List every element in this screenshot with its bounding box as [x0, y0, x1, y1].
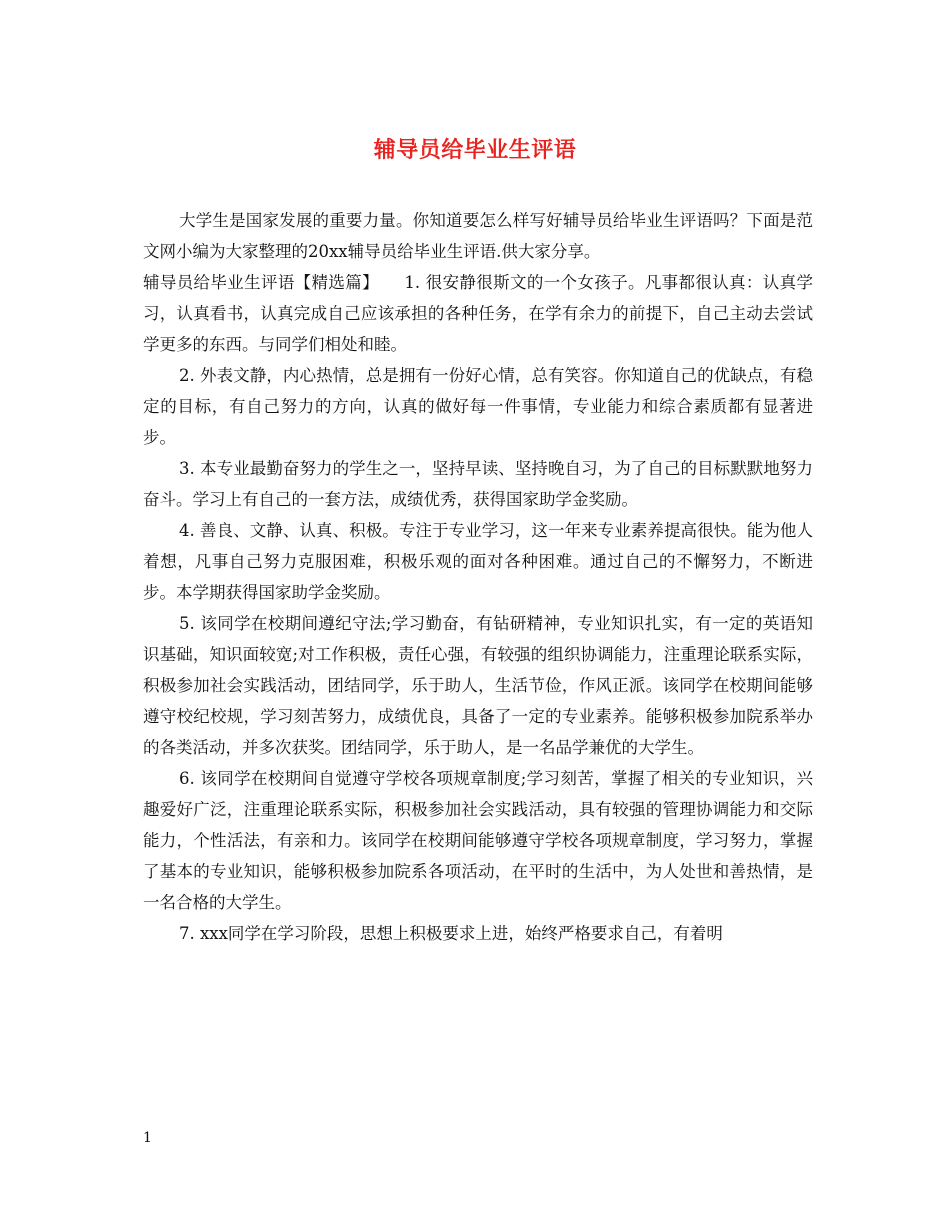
comment-item-5: 5. 该同学在校期间遵纪守法;学习勤奋，有钻研精神，专业知识扎实，有一定的英语知识基础，知识面较宽;对工作积极，责任心强，有较强的组织协调能力，注重理论联系实际，积极参加社会实践活动，团结同学，乐于助人，生活节俭，作风正派。该同学在校期间能够遵守校纪校规，学习刻苦努力，成绩优良，具备了一定的专业素养。能够积极参加院系举办的各类活动，并多次获奖。团结同学，乐于助人，是一名品学兼优的大学生。: [143, 614, 813, 757]
comment-item-2: 2. 外表文静，内心热情，总是拥有一份好心情，总有笑容。你知道自己的优缺点，有稳定的目标，有自己努力的方向，认真的做好每一件事情，专业能力和综合素质都有显著进步。: [143, 366, 813, 447]
intro-paragraph: 大学生是国家发展的重要力量。你知道要怎么样写好辅导员给毕业生评语吗？下面是范文网小编为大家整理的20xx辅导员给毕业生评语.供大家分享。: [143, 211, 813, 261]
comment-item-6: 6. 该同学在校期间自觉遵守学校各项规章制度;学习刻苦，掌握了相关的专业知识，兴趣爱好广泛，注重理论联系实际，积极参加社会实践活动，具有较强的管理协调能力和交际能力，个性活法，有亲和力。该同学在校期间能够遵守学校各项规章制度，学习努力，掌握了基本的专业知识，能够积极参加院系各项活动，在平时的生活中，为人处世和善热情，是一名合格的大学生。: [143, 769, 813, 912]
comment-item-3: 3. 本专业最勤奋努力的学生之一，坚持早读、坚持晚自习，为了自己的目标默默地努力奋斗。学习上有自己的一套方法，成绩优秀，获得国家助学金奖励。: [143, 459, 813, 509]
page-number: 1: [143, 1130, 152, 1146]
comment-item-4: 4. 善良、文静、认真、积极。专注于专业学习，这一年来专业素养提高很快。能为他人着想，凡事自己努力克服困难，积极乐观的面对各种困难。通过自己的不懈努力，不断进步。本学期获得国家助学金奖励。: [143, 521, 813, 602]
document-title: 辅导员给毕业生评语: [373, 137, 577, 163]
comment-item-1: 辅导员给毕业生评语【精选篇】 1. 很安静很斯文的一个女孩子。凡事都很认真：认真学习，认真看书，认真完成自己应该承担的各种任务，在学有余力的前提下，自己主动去尝试学更多的东西。与同学们相处和睦。: [143, 273, 813, 354]
comment-item-7: 7. xxx同学在学习阶段，思想上积极要求上进，始终严格要求自己，有着明: [179, 924, 723, 943]
document-body: [143, 205, 813, 949]
